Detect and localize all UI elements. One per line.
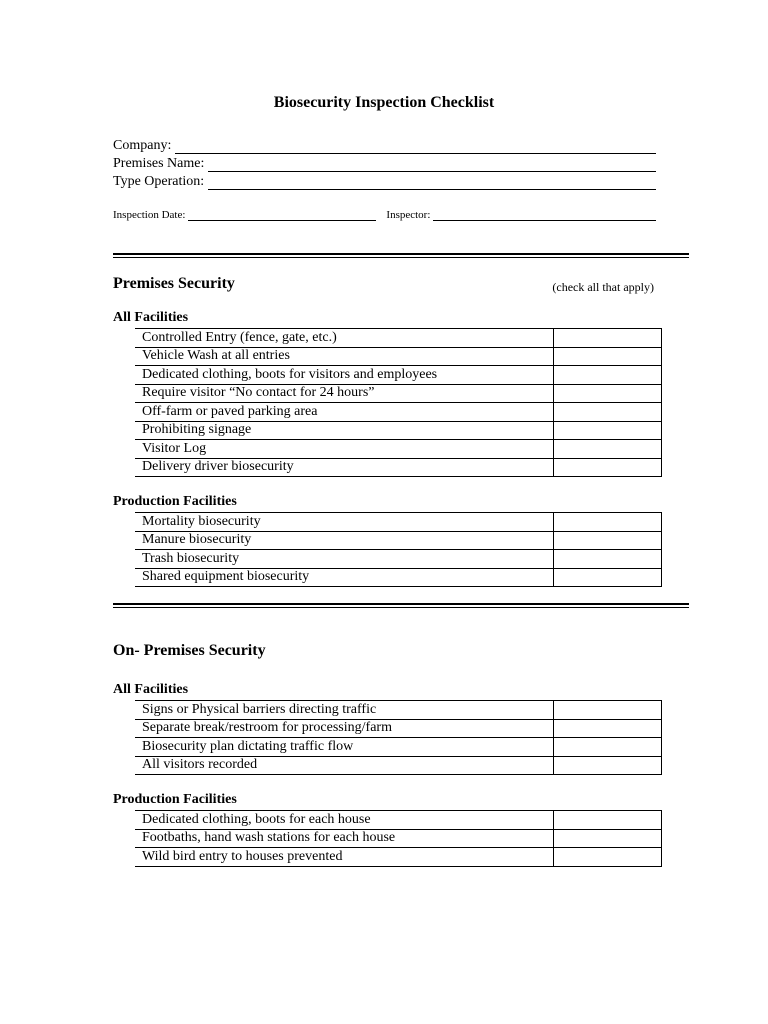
- checkbox-cell[interactable]: [554, 458, 662, 477]
- checklist-item-label: All visitors recorded: [135, 756, 554, 775]
- inspection-date-label: Inspection Date:: [113, 209, 186, 221]
- checkbox-cell[interactable]: [554, 440, 662, 459]
- checklist-item-label: Controlled Entry (fence, gate, etc.): [135, 329, 554, 348]
- checkbox-cell[interactable]: [554, 550, 662, 569]
- checklist-row: [135, 403, 662, 422]
- checklist-row: [135, 719, 662, 738]
- checkbox-cell[interactable]: [554, 403, 662, 422]
- checkbox-cell[interactable]: [554, 347, 662, 366]
- checkbox-cell[interactable]: [554, 568, 662, 587]
- checklist-row: [135, 329, 662, 348]
- checklist-item-label: Delivery driver biosecurity: [135, 458, 554, 477]
- checklist-item-label: Wild bird entry to houses prevented: [135, 848, 554, 867]
- checklist-row: [135, 701, 662, 720]
- inspector-label: Inspector:: [386, 209, 431, 221]
- check-all-note: (check all that apply): [552, 280, 654, 294]
- checklist-item-label: Shared equipment biosecurity: [135, 568, 554, 587]
- checklist-item-label: Require visitor “No contact for 24 hours”: [135, 384, 554, 403]
- checkbox-cell[interactable]: [554, 848, 662, 867]
- premises-all-facilities-table: [135, 328, 662, 477]
- inspection-date-input-line[interactable]: [188, 208, 376, 221]
- checkbox-cell[interactable]: [554, 513, 662, 532]
- checklist-row: [135, 756, 662, 775]
- all-facilities-title: All Facilities: [113, 682, 189, 697]
- checklist-item-label: Dedicated clothing, boots for each house: [135, 811, 554, 830]
- checkbox-cell[interactable]: [554, 719, 662, 738]
- checklist-row: [135, 458, 662, 477]
- type-operation-label: Type Operation:: [113, 174, 205, 189]
- checklist-item-label: Dedicated clothing, boots for visitors and employees: [135, 366, 554, 385]
- checklist-row: [135, 347, 662, 366]
- checkbox-cell[interactable]: [554, 811, 662, 830]
- checkbox-cell[interactable]: [554, 366, 662, 385]
- checklist-item-label: Prohibiting signage: [135, 421, 554, 440]
- checklist-row: [135, 513, 662, 532]
- checklist-row: [135, 421, 662, 440]
- section-divider: [113, 603, 689, 608]
- checklist-item-label: Mortality biosecurity: [135, 513, 554, 532]
- checklist-row: [135, 531, 662, 550]
- checkbox-cell[interactable]: [554, 531, 662, 550]
- checklist-item-label: Manure biosecurity: [135, 531, 554, 550]
- checklist-row: [135, 440, 662, 459]
- checkbox-cell[interactable]: [554, 384, 662, 403]
- type-operation-input-line[interactable]: [208, 176, 656, 190]
- checklist-row: [135, 811, 662, 830]
- checkbox-cell[interactable]: [554, 738, 662, 757]
- on-premises-all-facilities-table: [135, 700, 662, 775]
- checklist-row: [135, 738, 662, 757]
- type-operation-field: [113, 172, 656, 190]
- all-facilities-title: All Facilities: [113, 310, 189, 325]
- checklist-row: [135, 829, 662, 848]
- inspector-input-line[interactable]: [433, 208, 656, 221]
- on-premises-production-facilities-table: [135, 810, 662, 867]
- checklist-row: [135, 848, 662, 867]
- checkbox-cell[interactable]: [554, 421, 662, 440]
- premises-name-input-line[interactable]: [208, 158, 656, 172]
- checklist-item-label: Biosecurity plan dictating traffic flow: [135, 738, 554, 757]
- company-input-line[interactable]: [175, 140, 656, 154]
- section-divider: [113, 253, 689, 258]
- company-field: [113, 136, 656, 154]
- checklist-row: [135, 568, 662, 587]
- premises-name-label: Premises Name:: [113, 156, 205, 171]
- checklist-item-label: Off-farm or paved parking area: [135, 403, 554, 422]
- premises-security-title: Premises Security: [113, 275, 235, 292]
- checklist-row: [135, 550, 662, 569]
- production-facilities-title: Production Facilities: [113, 494, 237, 509]
- checklist-item-label: Vehicle Wash at all entries: [135, 347, 554, 366]
- checklist-item-label: Visitor Log: [135, 440, 554, 459]
- inspection-info-row: [113, 205, 656, 221]
- checkbox-cell[interactable]: [554, 756, 662, 775]
- checklist-row: [135, 366, 662, 385]
- checkbox-cell[interactable]: [554, 701, 662, 720]
- premises-name-field: [113, 154, 656, 172]
- checkbox-cell[interactable]: [554, 329, 662, 348]
- checklist-item-label: Signs or Physical barriers directing traffic: [135, 701, 554, 720]
- checklist-item-label: Trash biosecurity: [135, 550, 554, 569]
- page-title: Biosecurity Inspection Checklist: [273, 94, 495, 111]
- on-premises-security-title: On- Premises Security: [113, 642, 266, 659]
- checklist-item-label: Footbaths, hand wash stations for each house: [135, 829, 554, 848]
- company-label: Company:: [113, 138, 172, 153]
- checklist-row: [135, 384, 662, 403]
- premises-production-facilities-table: [135, 512, 662, 587]
- checkbox-cell[interactable]: [554, 829, 662, 848]
- production-facilities-title: Production Facilities: [113, 792, 237, 807]
- checklist-item-label: Separate break/restroom for processing/farm: [135, 719, 554, 738]
